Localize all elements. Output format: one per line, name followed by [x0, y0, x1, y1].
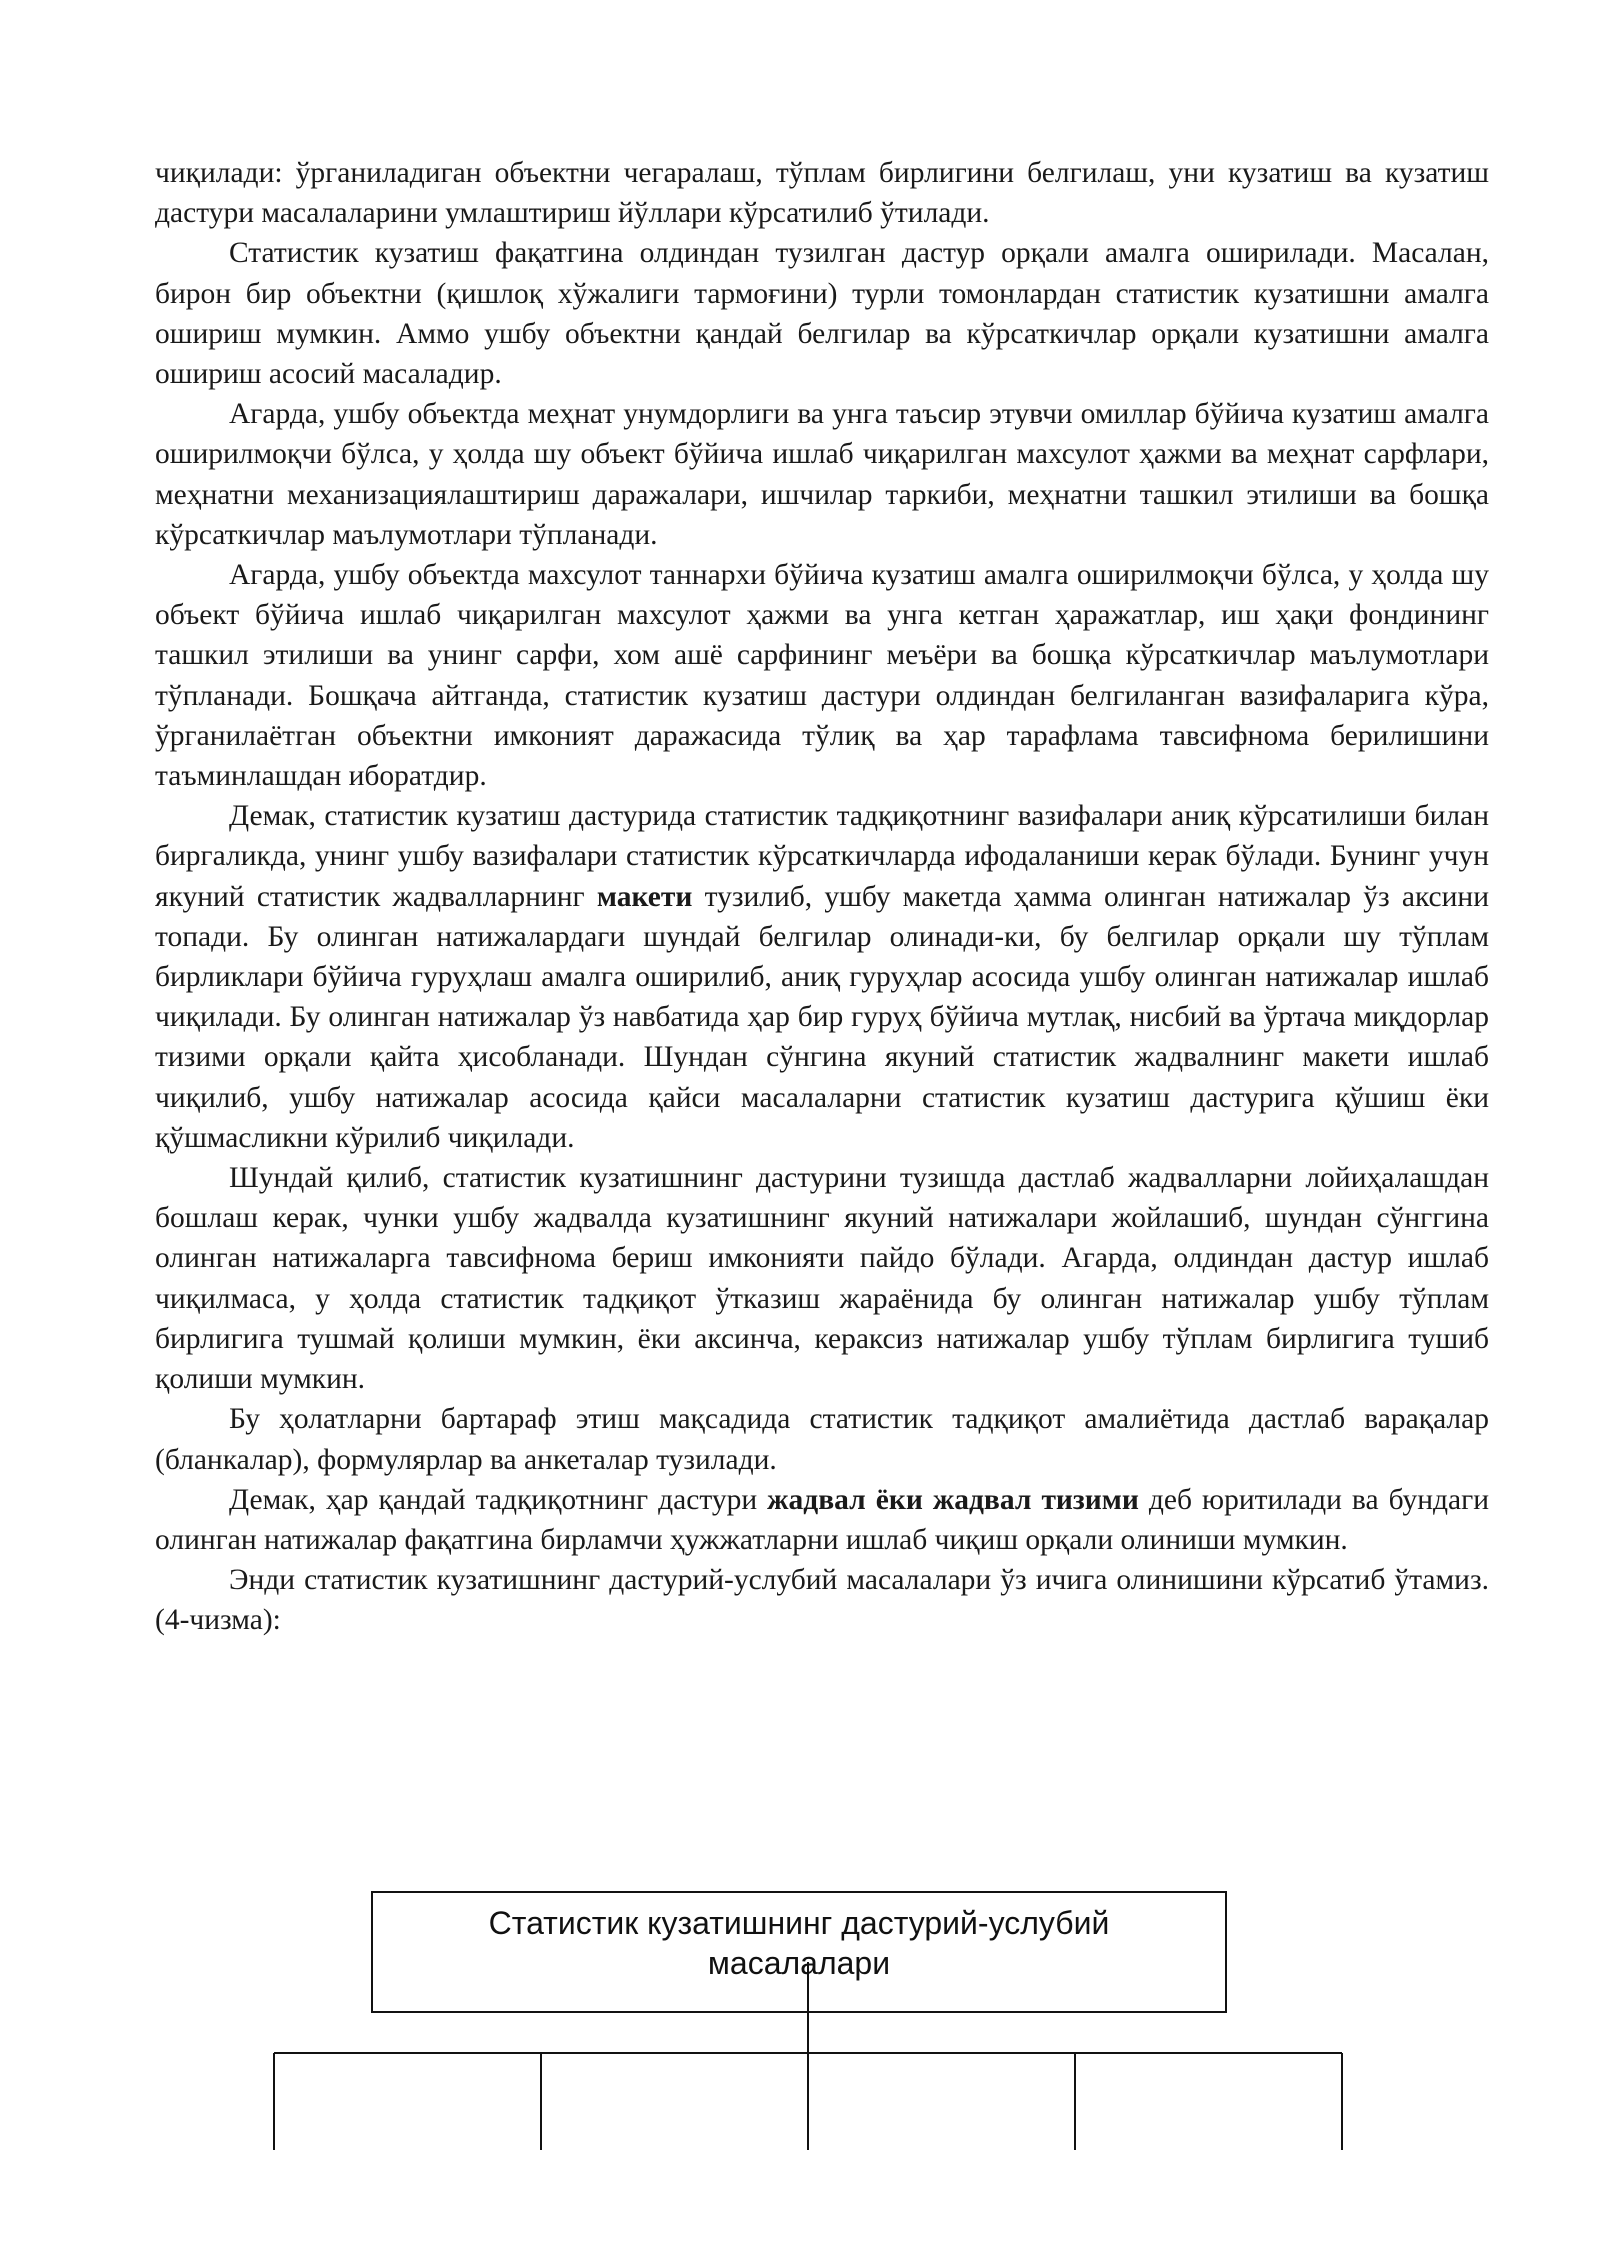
paragraph-5-bold-term: макети: [596, 880, 693, 913]
paragraph-5-text-b: тузилиб, ушбу макетда ҳамма олинган натижалар ўз аксини топади. Бу олинган натижалардаги шундай белгилар олинади-ки, бу белгилар орқали шу тўплам бирликлари бўйича гуруҳлаш амалга оширилиб, аниқ гуруҳлар асосида ушбу олинган натижалар ишлаб чиқилади. Бу олинган натижалар ўз навбатида ҳар бир гуруҳ бўйича мутлақ, нисбий ва ўртача миқдорлар тизими орқали қайта ҳисобланади. Шундан сўнгина якуний статистик жадвалнинг макети ишлаб чиқилиб, ушбу натижалар асосида қайси масалаларни статистик кузатиш дастурига қўшиш ёки қўшмасликни кўрилиб чиқилади.: [155, 880, 1489, 1154]
paragraph-5: [155, 796, 1489, 1158]
paragraph-8-bold-term: жадвал ёки жадвал тизими: [767, 1483, 1139, 1516]
paragraph-7: Бу ҳолатларни бартараф этиш мақсадида статистик тадқиқот амалиётида дастлаб варақалар (бланкалар), формулярлар ва анкеталар тузилади.: [155, 1403, 1489, 1476]
paragraph-2: Статистик кузатиш фақатгина олдиндан тузилган дастур орқали амалга оширилади. Масалан, бирон бир объектни (қишлоқ хўжалиги тармоғини) турли томонлардан статистик кузатишни амалга ошириш мумкин. Аммо ушбу объектни қандай белгилар ва кўрсаткичлар орқали кузатишни амалга ошириш асосий масаладир.: [155, 237, 1489, 391]
paragraph-8: [155, 1480, 1489, 1560]
paragraph-6: Шундай қилиб, статистик кузатишнинг дастурини тузишда дастлаб жадвалларни лойиҳалашдан бошлаш керак, чунки ушбу жадвалда кузатишнинг якуний натижалари жойлашиб, шундан сўнггина олинган натижаларга тавсифнома бериш имконияти пайдо бўлади. Агарда, олдиндан дастур ишлаб чиқилмаса, у ҳолда статистик тадқиқот ўтказиш жараёнида бу олинган натижалар ушбу тўплам бирлигига тушмай қолиши мумкин, ёки аксинча, кераксиз натижалар ушбу тўплам бирлигига тушиб қолиши мумкин.: [155, 1162, 1489, 1396]
paragraph-5-text-a: Демак, статистик кузатиш дастурида статистик тадқиқотнинг вазифалари аниқ кўрсатилиши билан биргаликда, унинг ушбу вазифалари статистик кўрсаткичларда ифодаланиши керак бўлади. Бунинг учун якуний статистик жадвалларнинг: [155, 800, 1489, 913]
diagram-title: Статистик кузатишнинг дастурий-услубий масалалари: [488, 1905, 1110, 1981]
paragraph-8-text-a: Демак, ҳар қандай тадқиқотнинг дастури: [229, 1483, 768, 1516]
paragraph-8-text-b: деб юритилади ва бундаги олинган натижалар фақатгина бирламчи ҳужжатларни ишлаб чиқиш орқали олиниши мумкин.: [155, 1483, 1489, 1556]
paragraph-1: чиқилади: ўрганиладиган объектни чегаралаш, тўплам бирлигини белгилаш, уни кузатиш ва кузатиш дастури масалаларини умлаштириш йўллари кўрсатилиб ўтилади.: [155, 157, 1489, 230]
document-body: [155, 153, 1489, 1641]
paragraph-9: Энди статистик кузатишнинг дастурий-услубий масалалари ўз ичига олинишини кўрсатиб ўтамиз. (4-чизма):: [155, 1564, 1489, 1637]
paragraph-3: Агарда, ушбу объектда меҳнат унумдорлиги ва унга таъсир этувчи омиллар бўйича кузатиш амалга оширилмоқчи бўлса, у ҳолда шу объект бўйича ишлаб чиқарилган махсулот ҳажми ва меҳнат сарфлари, меҳнатни механизациялаштириш даражалари, ишчилар таркиби, меҳнатни ташкил этилиши ва бошқа кўрсаткичлар маълумотлари тўпланади.: [155, 398, 1489, 551]
paragraph-4: Агарда, ушбу объектда махсулот таннархи бўйича кузатиш амалга оширилмоқчи бўлса, у ҳолда шу объект бўйича ишлаб чиқарилган махсулот ҳажми ва унга кетган ҳаражатлар, иш ҳақи фондининг ташкил этилиши ва унинг сарфи, хом ашё сарфининг меъёри ва бошқа кўрсаткичлар маълумотлари тўпланади. Бошқача айтганда, статистик кузатиш дастури олдиндан белгиланган вазифаларига кўра, ўрганилаётган объектни имконият даражасида тўлиқ ва ҳар тарафлама тавсифнома берилишини таъминлашдан иборатдир.: [155, 559, 1489, 793]
